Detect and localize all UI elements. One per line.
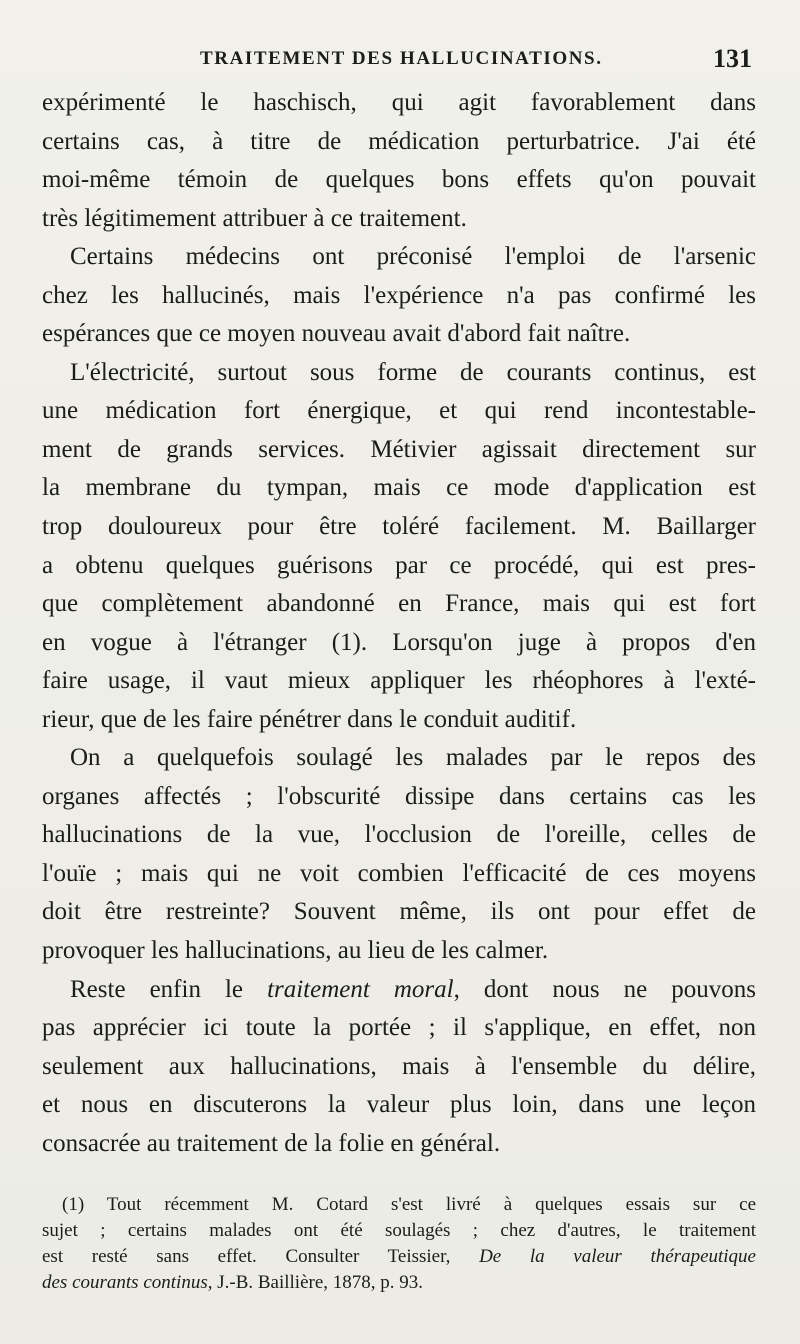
- text-line: On a quelquefois soulagé les malades par le repos des: [70, 744, 756, 772]
- footnote-run: , J.-B. Baillière, 1878, p. 93.: [207, 1272, 424, 1293]
- footnote-line: (1) Tout récemment M. Cotard s'est livré à quelques essais sur ce: [62, 1194, 756, 1215]
- text-line: très légitimement attribuer à ce traitement.: [42, 204, 467, 232]
- footnote-line: [42, 1244, 756, 1270]
- text-line: moi-même témoin de quelques bons effets qu'on pouvait: [42, 166, 756, 194]
- citation-title: De la valeur thérapeutique: [479, 1246, 756, 1267]
- text-line: chez les hallucinés, mais l'expérience n'a pas confirmé les: [42, 281, 756, 309]
- text-line: faire usage, il vaut mieux appliquer les rhéophores à l'exté-: [42, 667, 756, 695]
- body-text: [42, 84, 756, 1163]
- text-line: [42, 971, 756, 1010]
- text-line: organes affectés ; l'obscurité dissipe dans certains cas les: [42, 782, 756, 810]
- text-line: que complètement abandonné en France, mais qui est fort: [42, 590, 756, 618]
- text-line: la membrane du tympan, mais ce mode d'application est: [42, 474, 756, 502]
- text-line: ment de grands services. Métivier agissait directement sur: [42, 435, 756, 463]
- italic-term: traitement moral: [267, 975, 454, 1003]
- text-line: Certains médecins ont préconisé l'emploi de l'arsenic: [70, 243, 756, 271]
- text-line: trop douloureux pour être toléré facilement. M. Baillarger: [42, 513, 756, 541]
- text-line: expérimenté le haschisch, qui agit favorablement dans: [42, 89, 756, 116]
- text-line: et nous en discuterons la valeur plus loin, dans une leçon: [42, 1091, 756, 1119]
- text-line: seulement aux hallucinations, mais à l'ensemble du délire,: [42, 1052, 756, 1080]
- text-line: espérances que ce moyen nouveau avait d'abord fait naître.: [42, 320, 631, 348]
- text-run: Reste enfin le: [70, 975, 268, 1003]
- text-line: doit être restreinte? Souvent même, ils ont pour effet de: [42, 898, 756, 926]
- footnote-run: est resté sans effet. Consulter Teissier,: [42, 1246, 480, 1267]
- text-line: en vogue à l'étranger (1). Lorsqu'on juge à propos d'en: [42, 628, 756, 656]
- text-line: provoquer les hallucinations, au lieu de les calmer.: [42, 937, 549, 965]
- text-line: hallucinations de la vue, l'occlusion de l'oreille, celles de: [42, 821, 756, 849]
- text-line: a obtenu quelques guérisons par ce procédé, qui est pres-: [42, 551, 756, 579]
- running-head: [42, 44, 756, 76]
- footnote-line: sujet ; certains malades ont été soulagés ; chez d'autres, le traitement: [42, 1220, 756, 1241]
- text-line: L'électricité, surtout sous forme de courants continus, est: [70, 358, 756, 386]
- footnote-line: [42, 1270, 756, 1296]
- page-number: 131: [713, 44, 752, 73]
- text-line: certains cas, à titre de médication perturbatrice. J'ai été: [42, 127, 756, 155]
- running-title: TRAITEMENT DES HALLUCINATIONS.: [200, 48, 603, 69]
- footnote: [42, 1192, 756, 1296]
- text-line: l'ouïe ; mais qui ne voit combien l'efficacité de ces moyens: [42, 859, 756, 887]
- text-line: une médication fort énergique, et qui rend incontestable-: [42, 397, 756, 425]
- citation-title: des courants continus: [42, 1272, 208, 1293]
- text-line: rieur, que de les faire pénétrer dans le conduit auditif.: [42, 705, 577, 733]
- text-line: consacrée au traitement de la folie en général.: [42, 1129, 501, 1157]
- text-line: pas apprécier ici toute la portée ; il s'applique, en effet, non: [42, 1014, 756, 1042]
- text-run: , dont nous ne pouvons: [453, 975, 756, 1003]
